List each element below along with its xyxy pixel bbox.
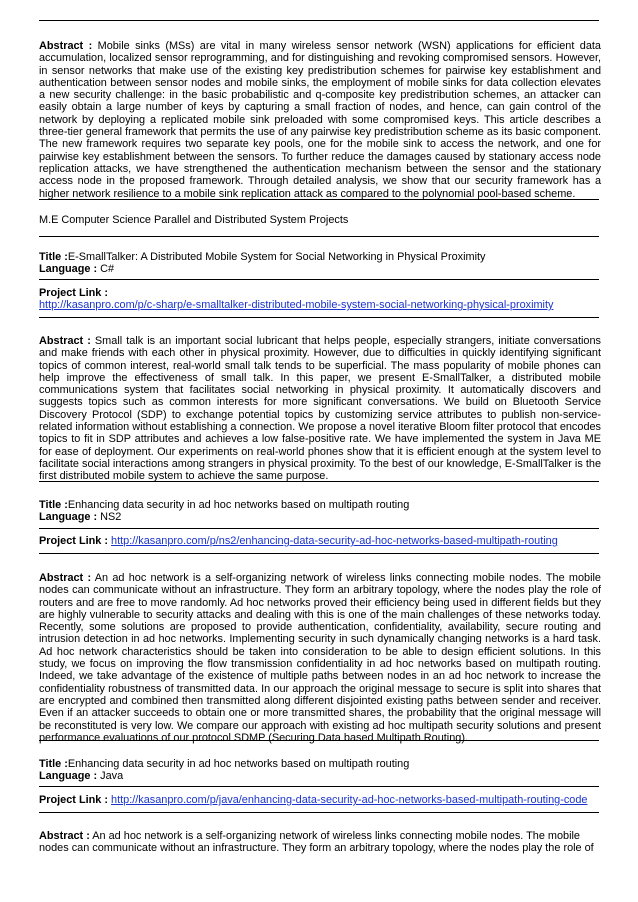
abstract-text: An ad hoc network is a self-organizing network of wireless links connecting mobile nodes. The mobile nodes can communicate without an infrastructure. They form an arbitrary topology, where the nodes play the role of routers and are free to move randomly. Ad hoc networks proved their efficiency being used in different fields but they are highly vulnerable to security attacks and dealing with this is one of the main challenges of these networks today. Recently, some solutions are proposed to provide authentication, confidentiality, availability, secure routing and intrusion detection in ad hoc networks. Implementing security in such dynamically changing networks is a hard task. Ad hoc network characteristics should be taken into consideration to be able to design efficient solutions. In this study, we focus on improving the flow transmission confidentiality in ad hoc networks based on multipath routing. Indeed, we take advantage of the existence of multiple paths between nodes in an ad hoc network to increase the confidentiality robustness of transmitted data. In our approach the original message to secure is split into shares that are encrypted and combined then transmitted along different disjointed existing paths between sender and receiver. Even if an attacker succeeds to obtain one or more transmitted shares, the probability that the original message will be reconstituted is very low. We compare our approach with existing ad hoc multipath security solutions and present performance evaluations of our protocol SDMP (Securing Data based Multipath Routing).	[39, 572, 601, 744]
project-link-row	[39, 535, 601, 547]
project-language-row	[39, 263, 601, 275]
abstract-line: nodes can communicate without an infrastructure. They form an arbitrary topology, where the nodes play the role of	[39, 842, 594, 855]
project-title: E-SmallTalker: A Distributed Mobile System for Social Networking in Physical Proximity	[67, 251, 486, 263]
abstract-label: Abstract :	[39, 40, 93, 52]
divider	[39, 279, 599, 280]
section-heading-text: M.E Computer Science Parallel and Distributed System Projects	[39, 214, 349, 226]
project-language-row	[39, 770, 601, 782]
project-language-row	[39, 511, 601, 523]
project-abstract	[39, 830, 601, 855]
title-label: Title :	[39, 499, 68, 511]
title-label: Title :	[39, 251, 68, 263]
project-title-row	[39, 758, 601, 770]
language-label: Language :	[39, 770, 98, 782]
project-language: NS2	[100, 511, 122, 523]
divider	[39, 812, 599, 813]
section-heading	[39, 214, 601, 226]
abstract-label: Abstract :	[39, 830, 90, 842]
project-title-row	[39, 251, 601, 263]
divider	[39, 317, 599, 318]
divider	[39, 199, 599, 200]
abstract-label: Abstract :	[39, 335, 91, 347]
project-link-label: Project Link :	[39, 287, 108, 299]
project-link[interactable]: http://kasanpro.com/p/java/enhancing-data-security-ad-hoc-networks-based-multipath-routing-code	[111, 794, 588, 806]
divider	[39, 786, 599, 787]
project-title: Enhancing data security in ad hoc networks based on multipath routing	[67, 499, 410, 511]
project-link-label: Project Link :	[39, 794, 108, 806]
intro-abstract	[39, 40, 601, 200]
language-label: Language :	[39, 263, 98, 275]
project-link[interactable]: http://kasanpro.com/p/ns2/enhancing-data-security-ad-hoc-networks-based-multipath-routing	[111, 535, 558, 547]
divider	[39, 481, 599, 482]
project-abstract	[39, 572, 601, 744]
project-link-row	[39, 794, 601, 806]
abstract-label: Abstract :	[39, 572, 92, 584]
project-link[interactable]: http://kasanpro.com/p/c-sharp/e-smalltalker-distributed-mobile-system-social-networking-physical-proximity	[39, 299, 554, 312]
project-title: Enhancing data security in ad hoc networks based on multipath routing	[67, 758, 410, 770]
project-link-label: Project Link :	[39, 535, 108, 547]
project-title-row	[39, 499, 601, 511]
divider	[39, 553, 599, 554]
project-abstract	[39, 335, 601, 483]
language-label: Language :	[39, 511, 98, 523]
abstract-text: Small talk is an important social lubricant that helps people, especially strangers, initiate conversations and make friends with each other in physical proximity. However, due to difficulties in quickly identifying significant topics of common interest, real-world small talk tends to be superficial. The mass popularity of mobile phones can help improve the effectiveness of small talk. In this paper, we present E-SmallTalker, a distributed mobile communications system that facilitates social networking in physical proximity. It automatically discovers and suggests topics such as common interests for more significant conversations. We build on Bluetooth Service Discovery Protocol (SDP) to exchange potential topics by customizing service attributes to publish non-service-related information without establishing a connection. We propose a novel iterative Bloom filter protocol that encodes topics to fit in SDP attributes and achieves a low false-positive rate. We have implemented the system in Java ME for ease of deployment. Our experiments on real-world phones show that it is efficient enough at the system level to facilitate social interactions among strangers in physical proximity. To the best of our knowledge, E-SmallTalker is the first distributed mobile system to achieve the same purpose.	[39, 335, 601, 483]
abstract-text: An ad hoc network is a self-organizing network of wireless links connecting mobile nodes. The mobile	[92, 830, 580, 842]
divider	[39, 236, 599, 237]
abstract-line	[39, 830, 601, 842]
abstract-text: Mobile sinks (MSs) are vital in many wireless sensor network (WSN) applications for efficient data accumulation, localized sensor reprogramming, and for distinguishing and revoking compromised sensors. However, in sensor networks that make use of the existing key predistribution schemes for pairwise key establishment and authentication between sensor nodes and mobile sinks, the employment of mobile sinks for data collection elevates a new security challenge: in the basic probabilistic and q-composite key predistribution schemes, an attacker can easily obtain a large number of keys by capturing a small fraction of nodes, and hence, can gain control of the network by deploying a replicated mobile sink preloaded with some compromised keys. This article describes a three-tier general framework that permits the use of any pairwise key predistribution scheme as its basic component. The new framework requires two separate key pools, one for the mobile sink to access the network, and one for pairwise key establishment between the sensors. To further reduce the damages caused by stationary access node replication attacks, we have strengthened the authentication mechanism between the sensor and the stationary access node in the proposed framework. Through detailed analysis, we show that our security framework has a higher network resilience to a mobile sink replication attack as compared to the polynomial pool-based scheme.	[39, 40, 601, 200]
project-link-row	[39, 287, 601, 312]
divider	[39, 528, 599, 529]
divider	[39, 740, 599, 741]
project-language: Java	[100, 770, 124, 782]
project-language: C#	[100, 263, 115, 275]
title-label: Title :	[39, 758, 68, 770]
top-divider	[39, 20, 599, 21]
